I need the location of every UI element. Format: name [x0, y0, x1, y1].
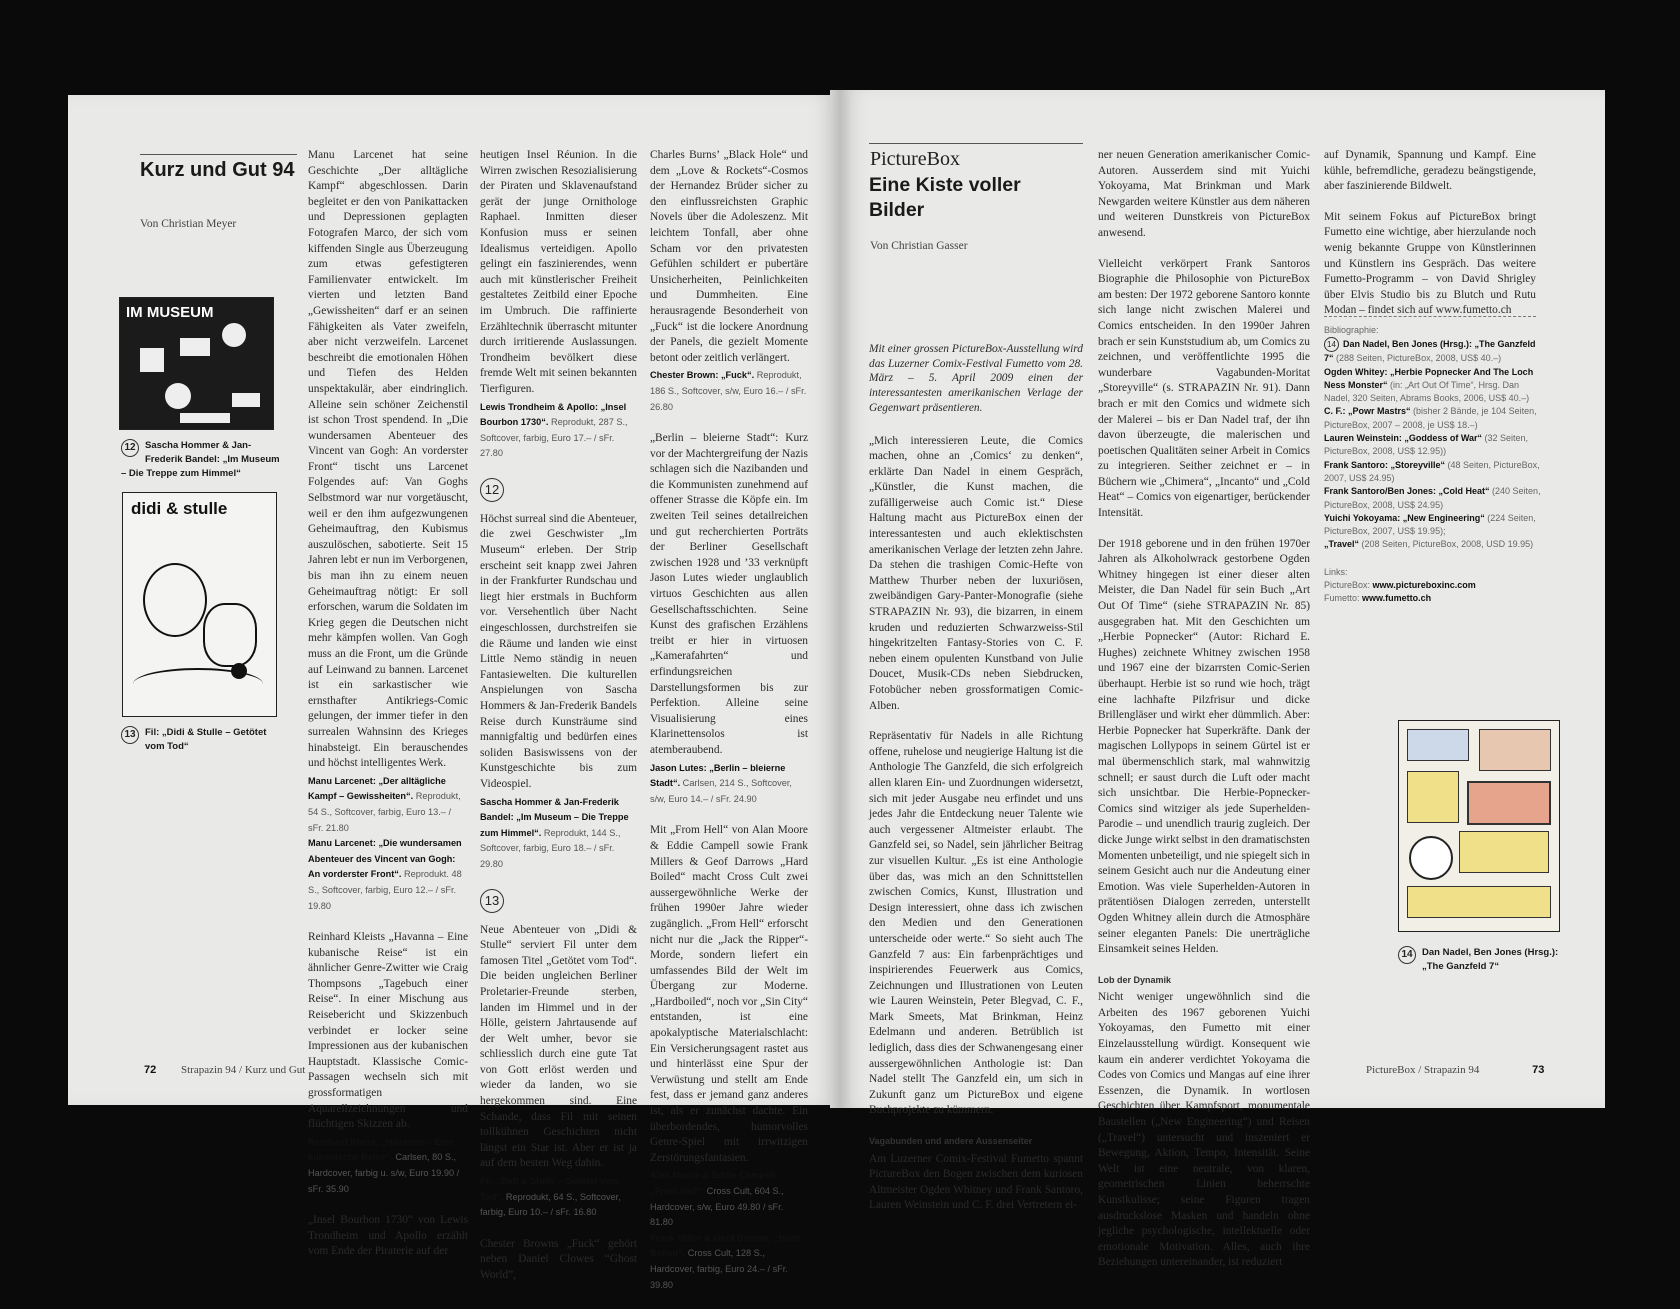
- page-footer-left: [144, 1064, 305, 1076]
- paragraph: Mit „From Hell“ von Alan Moore & Eddie Campell sowie Frank Millers & Geof Darrows „Hard Boiled“ macht Cross Cult zwei aussergewöhnliche Werke der frühen 1990er Jahre wieder zugänglich. „From Hell“ erforscht nicht nur die „Jack the Ripper“-Morde, sondern liefert ein umfassendes Bild der Welt im Übergang zur Moderne. „Hardboiled“, noch vor „Sin City“ entstanden, ist eine apokalyptische Materialschlacht: Ein Versicherungsagent rastet aus und hinterlässt eine Spur der Verwüstung und stellt am Ende fest, dass er jemand ganz anderes ist, als er zunächst dachte. Ein überbordendes, humorvolles Genre-Spiel mit irrwitzigen Zerstörungsfantasien.: [650, 824, 808, 1164]
- book-credit: Chester Brown: „Fuck“. Reprodukt, 186 S., Softcover, s/w, Euro 16.– / sFr. 26.80: [650, 370, 807, 412]
- paragraph: „Insel Bourbon 1730“ von Lewis Trondheim und Apollo erzählt vom Ende der Piraterie auf der: [308, 1214, 468, 1258]
- left-column-3: [650, 148, 808, 1309]
- running-head: Strapazin 94 / Kurz und Gut: [181, 1064, 306, 1076]
- book-credit: Manu Larcenet: „Der alltägliche Kampf – Gewissheiten“. Reprodukt, 54 S., Softcover, farbig, Euro 13.– / sFr. 21.80: [308, 775, 461, 833]
- ganzfeld-cover-image: [1398, 720, 1560, 932]
- left-column-1: [308, 148, 468, 1275]
- book-credit: Manu Larcenet: „Die wundersamen Abenteuer des Vincent van Gogh: An vorderster Front“. Reprodukt. 48 S., Softcover, farbig, Euro 12.– / sFr. 19.80: [308, 838, 462, 911]
- running-head: PictureBox / Strapazin 94: [1366, 1064, 1480, 1076]
- figure-outline: [203, 603, 257, 667]
- page-number: 73: [1532, 1064, 1545, 1076]
- title-rule: [869, 143, 1083, 144]
- number-13-icon: 13: [121, 726, 139, 744]
- paragraph: Charles Burns’ „Black Hole“ und dem „Love & Rockets“-Cosmos der Hernandez Brüder sicher zu den einflussreichsten Graphic Novels über die Adoleszenz. Mit leichtem Tonfall, aber ohne Scham vor den privatesten Gefühlen schildert er pubertäre Unsicherheiten, Peinlichkeiten und Dummheiten. Eine herausragende Besonderheit von „Fuck“ ist die lockere Anordnung der Panels, die gezielt Momente betont oder zeitlich verlängert.: [650, 149, 808, 364]
- book-credit: Fil: „Didi & Stulle – Getötet vom Tod“. Reprodukt, 64 S., Softcover, farbig, Euro 10.– / sFr. 16.80: [480, 1176, 621, 1218]
- bibliography: [1324, 324, 1542, 606]
- block-shape: [180, 338, 210, 356]
- subheading: Vagabunden und andere Aussenseiter: [869, 1136, 1033, 1147]
- book-credit: Reinhard Kleist: „Havanna – Eine kubanische Reise“. Carlsen, 80 S., Hardcover, farbig u. s/w, Euro 19.90 / sFr. 35.90: [308, 1136, 460, 1194]
- fumetto-link[interactable]: www.fumetto.ch: [1362, 593, 1432, 604]
- kicker: PictureBox: [870, 148, 960, 170]
- picturebox-link[interactable]: www.pictureboxinc.com: [1372, 580, 1476, 591]
- bib-entry: Ogden Whitey: „Herbie Popnecker And The Loch Ness Monster“ (in: „Art Out Of Time“, Hrsg. Dan Nadel, 320 Seiten, Abrams Books, 2006, US$ 40.–): [1324, 366, 1534, 404]
- paragraph: „Mich interessieren Leute, die Comics machen, ohne an ‚Comics‘ zu denken“, erklärte Dan Nadel in einem Gespräch, „Künstler, die Kunst machen, die zufälligerweise auch Comic ist.“ Diese Haltung macht aus PictureBox einen der interessantesten und auch eklektischsten amerikanischen Verlage der letzten zehn Jahre. Da stehen die trashigen Comic-Hefte von Matthew Thurber neben der luxuriösen, zweibändigen Gary-Panter-Monografie (siehe STRAPAZIN Nr. 93), die bizarren, in einem kruden und reduzierten Schwarzweiss-Stil hingekritzelten Fantasy-Stories von C. F. neben einem opulenten Kunstband von Julie Doucet, Musik-CDs neben Siebdrucken, Fotobücher neben grossformatigen Comic-Alben.: [869, 434, 1083, 712]
- paragraph: Mit seinem Fokus auf PictureBox bringt Fumetto eine wichtige, aber hierzulande noch wenig bekannte Gruppe von Künstlerinnen und Künstlern ins Gespräch. Das weitere Fumetto-Programm – von David Shrigley über Elvis Studio bis zu Blutch und Rutu Modan – findet sich auf www.fumetto.ch: [1324, 210, 1536, 317]
- left-column-2: [480, 148, 637, 1299]
- bib-entry: Lauren Weinstein: „Goddess of War“ (32 Seiten, PictureBox, 2008, US$ 12.95)): [1324, 433, 1529, 457]
- book-credit: Frank Miller & Geof Darrow: „Hard Boiled“. Cross Cult, 128 S., Hardcover, farbig, Euro 24.– / sFr. 39.80: [650, 1232, 800, 1290]
- skull-shape: [231, 663, 247, 679]
- page-footer-right: [1366, 1064, 1544, 1076]
- byline: Von Christian Gasser: [870, 240, 968, 252]
- bib-entry: Yuichi Yokoyama: „New Engineering“ (224 Seiten, PictureBox, 2007, US$ 19.95);: [1324, 512, 1536, 537]
- book-credit: Alan Moore & Eddie Campell: „From Hell“. Cross Cult, 604 S., Hardcover, s/w, Euro 49.80 / sFr. 81.80: [650, 1170, 784, 1228]
- figure-head: [222, 323, 246, 347]
- paragraph: Vielleicht verkörpert Frank Santoros Biographie die Philosophie von PictureBox am besten: Der 1972 geborene Santoro konnte sich lange nicht zwischen Malerei und Comics entscheiden. In den 1990er Jahren brach er sein Kunststudium ab, um Comics zu zeichnen, und veröffentlichte 1995 die wunderbare Vagabunden-Moritat „Storeyville“ (s. STRAPAZIN Nr. 91). Dann brach er mit den Comics und widmete sich der Malerei – bis er Dan Nadel traf, der ihn davon überzeugte, die malerischen und poetischen Qualitäten seiner Arbeit in Comics zu integrieren. Seither zeichnet er – in Büchern wie „Chimera“, „Incanto“ und „Cold Heat“ – Comics von eigenartiger, berückender Intensität.: [1098, 257, 1310, 520]
- caption-text: Sascha Hommer & Jan-Frederik Bandel: „Im Museum – Die Treppe zum Himmel“: [121, 440, 280, 479]
- im-museum-image: [119, 297, 274, 430]
- paragraph: „Berlin – bleierne Stadt“: Kurz vor der Machtergreifung der Nazis schlagen sich die Nazibanden und die Kommunisten zunehmend auf offener Strasse die Köpfe ein. Im zweiten Teil seines detailreichen und gut recherchierten Porträts der Berliner Gesellschaft zwischen 1928 und ’33 verknüpft Jason Lutes wieder unglaublich virtuos Geschichten aus allen Gesellschaftsschichten. Seine Kunst des grafischen Erzählens treibt er hier in virtuosen „Kamerafahrten“ und erfindungsreichen Darstellungsformen bis zur Perfektion. Alleine seine Visualisierung eines Klarinettensolos ist atemberaubend.: [650, 432, 808, 756]
- figure-outline: [143, 563, 207, 637]
- block-shape: [140, 348, 164, 372]
- panel-shape: [1407, 729, 1469, 761]
- panel-shape: [1467, 781, 1551, 825]
- number-13-icon: 13: [480, 889, 504, 913]
- paragraph: Repräsentativ für Nadels in alle Richtung offene, ruhelose und neugierige Haltung ist die Anthologie The Ganzfeld, die sich erfolgreich allen klaren Ein- und Zuordnungen widersetzt, sich mit jeder Ausgabe neu erfindet und uns jedes Jahr die Entdeckung neuer Talente wie auch vergessener Altmeister erlaubt. The Ganzfeld sei, so Nadel, sein jährlicher Beitrag zur visuellen Kultur. „Es ist eine Anthologie über das, was mich an den Schnittstellen zwischen Comics, Kunst, Illustration und Design interessiert, ohne dass ich zwischen den Medien und den Generationen unterscheide oder werte.“ So sieht auch The Ganzfeld 7 aus: Ein farbenprächtiges und inspirierendes Feuerwerk aus Comics, Zeichnungen und Illustrationen von Leuten wie Lauren Weinstein, Peter Blegvad, C. F., Mark Smeets, Mat Brinkman, Heinz Edelmann und anderen. Betrüblich ist lediglich, dass dies der Schwanengesang einer aussergewöhnlichen Anthologie ist: Dan Nadel stellt The Ganzfeld ein, um sich in Zukunft ganz um PictureBox und eigene Buchprojekte zu kümmern.: [869, 730, 1083, 1117]
- right-column-3: [1324, 148, 1536, 334]
- paragraph: ner neuen Generation amerikanischer Comic-Autoren. Ausserdem sind mit Yuichi Yokoyama, Mat Brinkman und Mark Newgarden weitere Künstler aus dem näheren und weiteren Dunstkreis von PictureBox anwesend.: [1098, 149, 1310, 239]
- paragraph: Der 1918 geborene und in den frühen 1970er Jahren als Alkoholwrack gestorbene Ogden Whitney hingegen ist einer dieser alten Meister, die Dan Nadel für sein Buch „Art Out Of Time“ (siehe STRAPAZIN Nr. 85) ausgegraben hat. Mit den Geschichten um „Herbie Popnecker“ (Autor: Richard E. Hughes) zeichnete Whitney zwischen 1958 und 1967 eine der bizarrsten Comic-Serien überhaupt. Herbie ist so rund wie hoch, trägt eine lachhafte Pilzfrisur und dicke Brillengläser und wirkt eher dümmlich. Aber: Herbie Popnecker hat Superkräfte. Dank der magischen Lollypops in seinem Gürtel ist er mal übermenschlich stark, mal wahnwitzig schnell; er saust durch die Luft oder macht sich unsichtbar. Die Herbie-Popnecker-Comics sind witziger als jede Superhelden-Parodie – und unendlich traurig zugleich. Der dicke Junge wirkt selbst in den dramatischsten Momenten unbeteiligt, und nie spiegelt sich in seinem Gesicht auch nur die Andeutung einer Emotion. Was viele Superhelden-Autoren in prätentiösen Dialogen zerreden, unterstellt Ogden Whitney allein durch die Atmosphäre seiner eleganten Panels: Die unerträgliche Einsamkeit seines Helden.: [1098, 537, 1310, 956]
- paragraph: Nicht weniger ungewöhnlich sind die Arbeiten des 1967 geborenen Yuichi Yokoyamas, den Fumetto mit einer Einzelausstellung würdigt. Konsequent wie kaum ein anderer verdichtet Yokoyama die Codes von Comics und Mangas auf eine ihrer Essenzen, die Dynamik. In wortlosen Geschichten über Kampfsport, monumentale Baustellen („New Engineering“) und Reisen („Travel“) untersucht und inszeniert er Bewegung, Aktion, Tempo, Intensität. Seine Welt ist eine neutrale, von klaren, geometrischen Linien beherrschte Kunstkulisse; seine Figuren tragen ausdruckslose Masken und handeln ohne jegliche psychologische, intellektuelle oder emotionale Motivation. Alles, auch ihre Beziehungen untereinander, ist reduziert: [1098, 991, 1310, 1269]
- bib-entry: 14 Dan Nadel, Ben Jones (Hrsg.): „The Ganzfeld 7“ (288 Seiten, PictureBox, 2008, US$ 40.–): [1324, 339, 1536, 364]
- image-label: IM MUSEUM: [126, 304, 214, 321]
- right-column-2: [1098, 148, 1310, 1286]
- bib-entry: Frank Santoro: „Storeyville“ (48 Seiten, PictureBox, 2007, US$ 24.95): [1324, 459, 1540, 483]
- image-label: didi & stulle: [131, 499, 228, 518]
- didi-stulle-image: [122, 492, 277, 717]
- panel-shape: [1407, 771, 1459, 823]
- image-caption-12: [121, 439, 281, 481]
- number-14-icon: 14: [1324, 337, 1339, 352]
- caption-text: Fil: „Didi & Stulle – Getötet vom Tod“: [145, 727, 267, 752]
- book-credit: Sascha Hommer & Jan-Frederik Bandel: „Im Museum – Die Treppe zum Himmel“. Reprodukt, 144 S., Softcover, farbig, Euro 18.– / sFr. 29.80: [480, 796, 629, 869]
- links-label: Links:: [1324, 566, 1348, 577]
- paragraph: heutigen Insel Réunion. In die Wirren zwischen Resozialisierung der Piraten und Sklavenaufstand gerät der junge Ornithologe Raphael. Inmitten dieser Konfusion muss er seinen Idealismus verteidigen. Apollo gelingt ein faszinierendes, wenn auch mit künstlerischer Freiheit gestaltetes Zeitbild einer Epoche im Umbruch. Die raffinierte Erzähltechnik überrascht mitunter durch irritierende Auslassungen. Trondheim bevölkert diese fremde Welt mit seinen bekannten Tierfiguren.: [480, 149, 637, 395]
- book-credit: Lewis Trondheim & Apollo: „Insel Bourbon 1730“. Reprodukt, 287 S., Softcover, farbig, Euro 17.– / sFr. 27.80: [480, 401, 628, 459]
- book-credit: Jason Lutes: „Berlin – bleierne Stadt“. Carlsen, 214 S., Softcover, s/w, Euro 14.– / sFr. 24.90: [650, 762, 792, 804]
- paragraph: Chester Browns „Fuck“ gehört neben Daniel Clowes “Ghost World”,: [480, 1237, 637, 1281]
- panel-shape: [1479, 729, 1551, 771]
- title-rule: [140, 154, 297, 155]
- panel-shape: [1459, 831, 1549, 873]
- intro-paragraph: Mit einer grossen PictureBox-Ausstellung wird das Luzerner Comix-Festival Fumetto vom 28. März – 5. April 2009 einen der interessantesten amerikanischen Verlage der Gegenwart präsentieren.: [869, 343, 1083, 414]
- bib-entry: Frank Santoro/Ben Jones: „Cold Heat“ (240 Seiten, PictureBox, 2008, US$ 24.95): [1324, 486, 1541, 510]
- link-item[interactable]: Fumetto: www.fumetto.ch: [1324, 593, 1432, 604]
- block-shape: [232, 393, 260, 407]
- image-caption-14: [1398, 946, 1568, 974]
- paragraph: Reinhard Kleists „Havanna – Eine kubanische Reise“ ist ein ähnlicher Genre-Zwitter wie Craig Thompsons „Tagebuch einer Reise“. In einer Mischung aus Reisebericht und Skizzenbuch verbindet er locker seine Impressionen aus der kubanischen Hauptstadt. Klassische Comic-Passagen wechseln sich mit grossformatigen Aquarellzeichnungen und flüchtigen Skizzen ab.: [308, 931, 468, 1131]
- bibliography-label: Bibliographie:: [1324, 325, 1379, 335]
- paragraph: auf Dynamik, Spannung und Kampf. Eine kühle, befremdliche, geradezu beängstigende, aber faszinierende Bildwelt.: [1324, 149, 1536, 193]
- byline: Von Christian Meyer: [140, 218, 237, 230]
- page-number: 72: [144, 1064, 157, 1076]
- paragraph: Am Luzerner Comix-Festival Fumetto spannt PictureBox den Bogen zwischen dem kuriosen Altmeister Ogden Whitney und Frank Santoro, Lauren Weinstein und C. F. drei Vertretern ei-: [869, 1152, 1083, 1212]
- number-12-icon: 12: [121, 439, 139, 457]
- paragraph: Neue Abenteuer von „Didi & Stulle“ serviert Fil unter dem famosen Titel „Getötet vom Tod“. Die beiden ungleichen Berliner Proletarier-Freunde sterben, landen im Himmel und in der Hölle, geistern Jahrtausende auf der Welt umher, bevor sie schliesslich durch eine gute Tat von Gott erlöst werden und wieder da landen, wo sie hergekommen sind. Eine Schande, dass Fil mit seinen tollkühnen Geschichten nicht längst ein Star ist. Aber er ist ja auf dem besten Weg dahin.: [480, 923, 637, 1170]
- panel-shape: [1407, 886, 1551, 918]
- bib-entry: C. F.: „Powr Mastrs“ (bisher 2 Bände, je 104 Seiten, PictureBox, 2007 – 2008, je US$ 18.–): [1324, 406, 1537, 430]
- section-title: Kurz und Gut 94: [140, 159, 295, 181]
- bib-entry: „Travel“ (208 Seiten, PictureBox, 2008, USD 19.95): [1324, 539, 1534, 550]
- paragraph: Manu Larcenet hat seine Geschichte „Der alltägliche Kampf“ abgeschlossen. Darin begleitet er den von Panikattacken und Depressionen geplagten Fotografen Marco, der sich vom kiffenden Single aus Überzeugung zum etwas gefestigteren Familienvater entwickelt. Im vierten und letzten Band „Gewissheiten“ darf er an seinen Fähigkeiten als Vater zweifeln, aber nicht verzweifeln. Larcenet beschreibt die emotionalen Höhen und Tiefen des Helden unspektakulär, aber eindringlich. Alleine sein schöner Zeichenstil ist schon Trost spendend. In „Die wundersamen Abenteuer des Vincent van Gogh: An vorderster Front“ tischt uns Larcenet Folgendes auf: Van Goghs Selbstmord war nur vorgetäuscht, weil er den ihm aufgezwungenen Geheimauftrag, den Kubismus auszulöschen, sabotierte. Seit 15 Jahren lebt er nun im Verborgenen, bis man ihn zu einem neuen Geheimauftrag nötigt: Er soll erforschen, warum die Soldaten im Krieg gegen die Deutschen nicht mehr kämpfen wollen. Van Gogh muss an die Front, um die Gründe auf Leinwand zu bannen. Larcenet ist ein sarkastischer wie ernsthafter Antikriegs-Comic gelungen, der immer tiefer in den surrealen Wahnsinn des Krieges hinabsteigt. Ein berauschendes und höchst intelligentes Werk.: [308, 149, 468, 770]
- article-title: Eine Kiste voller Bilder: [869, 174, 1021, 221]
- figure-head: [165, 383, 191, 409]
- paragraph: Höchst surreal sind die Abenteuer, die zwei Geschwister „Im Museum“ erleben. Der Strip erscheint seit knapp zwei Jahren in der Frankfurter Rundschau und liegt hier erstmals in Buchform vor. Versehentlich über Nacht eingeschlossen, durchstreifen sie die Räume und landen wie einst Little Nemo ständig in neuen Fantasiewelten. Die kulturellen Anspielungen von Sascha Hommers & Jan-Frederik Bandels Reise durch Kunsträume sind mannigfaltig und bedürfen eines soliden Basiswissens von der Kunstgeschichte bis zum Videospiel.: [480, 512, 637, 790]
- link-item[interactable]: PictureBox: www.pictureboxinc.com: [1324, 580, 1476, 591]
- subheading: Lob der Dynamik: [1098, 974, 1172, 985]
- block-shape: [180, 413, 230, 423]
- right-column-1: [869, 342, 1083, 1229]
- dashed-divider: [1324, 316, 1536, 317]
- image-caption-13: [121, 726, 281, 754]
- figure-head: [1409, 836, 1453, 880]
- number-12-icon: 12: [480, 478, 504, 502]
- caption-text: Dan Nadel, Ben Jones (Hrsg.): „The Ganzfeld 7“: [1422, 947, 1559, 972]
- number-14-icon: 14: [1398, 946, 1416, 964]
- gutter: [830, 90, 850, 1108]
